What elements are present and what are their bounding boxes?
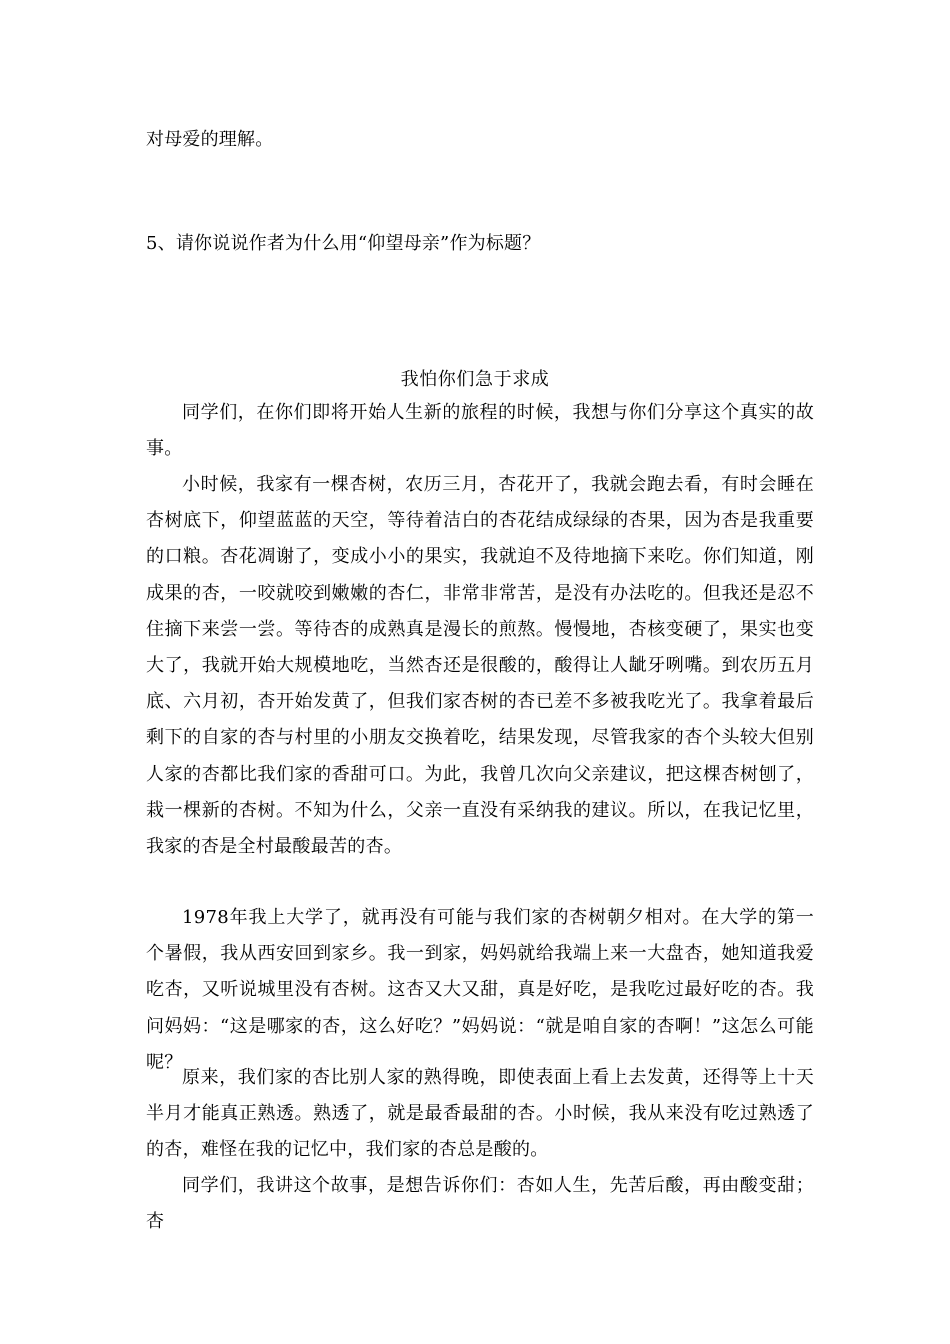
article-paragraph: 同学们，我讲这个故事，是想告诉你们：杏如人生，先苦后酸，再由酸变甜；杏 xyxy=(146,1175,814,1233)
article-title: 我怕你们急于求成 xyxy=(400,369,550,390)
article-paragraph: 同学们，在你们即将开始人生新的旅程的时候，我想与你们分享这个真实的故事。 xyxy=(146,402,814,460)
article-paragraph: 原来，我们家的杏比别人家的熟得晚，即使表面上看上去发黄，还得等上十天半月才能真正熟透。熟透了，就是最香最甜的杏。小时候，我从来没有吃过熟透了的杏，难怪在我的记忆中，我们家的杏总是酸的。 xyxy=(146,1067,814,1161)
previous-answer-fragment: 对母爱的理解。 xyxy=(146,129,274,150)
article-paragraph: 1978年我上大学了，就再没有可能与我们家的杏树朝夕相对。在大学的第一个暑假，我从西安回到家乡。我一到家，妈妈就给我端上来一大盘杏，她知道我爱吃杏，又听说城里没有杏树。这杏又大又甜，真是好吃，是我吃过最好吃的杏。我问妈妈：“这是哪家的杏，这么好吃？”妈妈说：“就是咱自家的杏啊！”这怎么可能呢？ xyxy=(146,907,814,1073)
question-5: 5、请你说说作者为什么用“仰望母亲”作为标题？ xyxy=(146,233,541,254)
article-paragraph: 小时候，我家有一棵杏树，农历三月，杏花开了，我就会跑去看，有时会睡在杏树底下，仰望蓝蓝的天空，等待着洁白的杏花结成绿绿的杏果，因为杏是我重要的口粮。杏花凋谢了，变成小小的果实，我就迫不及待地摘下来吃。你们知道，刚成果的杏，一咬就咬到嫩嫩的杏仁，非常非常苦，是没有办法吃的。但我还是忍不住摘下来尝一尝。等待杏的成熟真是漫长的煎熬。慢慢地，杏核变硬了，果实也变大了，我就开始大规模地吃，当然杏还是很酸的，酸得让人龇牙咧嘴。到农历五月底、六月初，杏开始发黄了，但我们家杏树的杏已差不多被我吃光了。我拿着最后剩下的自家的杏与村里的小朋友交换着吃，结果发现，尽管我家的杏个头较大但别人家的杏都比我们家的香甜可口。为此，我曾几次向父亲建议，把这棵杏树刨了，栽一棵新的杏树。不知为什么，父亲一直没有采纳我的建议。所以，在我记忆里，我家的杏是全村最酸最苦的杏。 xyxy=(146,474,814,858)
